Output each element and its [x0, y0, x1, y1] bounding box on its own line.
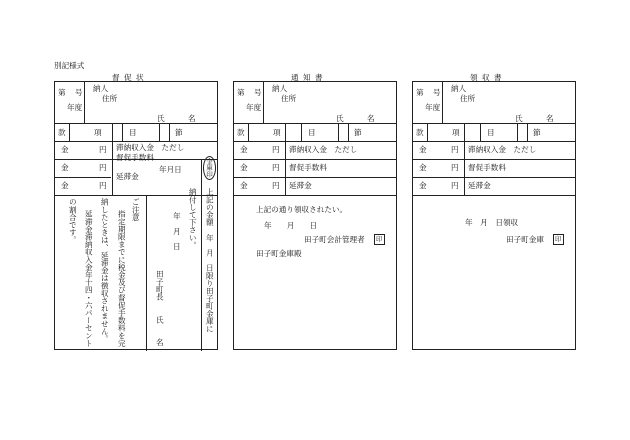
mayor-signature: 田子町長 氏 名	[155, 270, 165, 346]
receipt-seal: 印	[555, 235, 562, 243]
amount-en-2: 円	[99, 163, 107, 172]
setsu-label: 節	[354, 128, 362, 137]
name-label-1: 氏	[157, 114, 165, 123]
name-label-1: 氏	[515, 114, 523, 123]
kan-label: 款	[416, 128, 424, 137]
payment-notice-2: 納付して下さい。	[188, 188, 198, 249]
no-label: 第	[416, 88, 424, 97]
amount-kin-2: 金	[240, 163, 248, 172]
address-label: 住所	[281, 94, 297, 103]
amount-kin-1: 金	[61, 145, 69, 154]
no-suffix: 号	[433, 88, 441, 97]
kan-label: 款	[237, 128, 245, 137]
late-fee-label: 延滞金	[289, 181, 312, 190]
no-suffix: 号	[254, 88, 262, 97]
late-fee-label: 延滞金	[468, 181, 491, 190]
form2-title: 通 知 書	[291, 73, 324, 82]
name-label-2: 名	[188, 114, 196, 123]
amount-en-1: 円	[451, 145, 459, 154]
treasury-seal: 金庫印	[203, 156, 216, 180]
caution-line-3: 延滞金滞納収入金年十四・六パーセント	[84, 210, 94, 347]
caution-line-4: の割合です。	[68, 198, 78, 244]
form3-title: 領 収 書	[470, 73, 503, 82]
issue-date: 年月日	[159, 165, 182, 174]
form1-dunning-notice	[54, 81, 218, 350]
payer-label: 納人	[272, 84, 288, 93]
received-text: 上記の通り領収されたい。	[256, 205, 348, 214]
caution-line-1: 指定期限までに税金及び督促手数料を完	[117, 210, 127, 347]
amount-kin-2: 金	[61, 163, 69, 172]
no-label: 第	[237, 88, 245, 97]
fee-label: 督促手数料	[116, 153, 154, 162]
amount-kin-1: 金	[419, 145, 427, 154]
notice-date: 年 月 日	[172, 212, 182, 250]
treasury-bank: 田子町金庫	[506, 235, 544, 244]
caution-title: ご注意	[131, 198, 141, 221]
accounting-manager: 田子町会計管理者	[304, 235, 365, 244]
fiscal-year-label: 年度	[67, 103, 83, 112]
form3-receipt	[412, 81, 576, 350]
payer-label: 納人	[451, 84, 467, 93]
amount-en-2: 円	[451, 163, 459, 172]
form1-title: 督 促 状	[112, 73, 145, 82]
setsu-label: 節	[533, 128, 541, 137]
late-fee-label: 延滞金	[116, 172, 139, 181]
name-label-2: 名	[546, 114, 554, 123]
tax-due-label: 滞納収入金 ただし	[289, 145, 358, 154]
amount-kin-1: 金	[240, 145, 248, 154]
addressee: 田子町金庫殿	[256, 249, 302, 258]
amount-en-3: 円	[272, 181, 280, 190]
payment-notice-1: 上記の金額 年 月 日限り田子町金庫に	[205, 188, 215, 333]
amount-kin-3: 金	[240, 181, 248, 190]
kan-label: 款	[58, 128, 66, 137]
fee-label: 督促手数料	[468, 163, 506, 172]
setsu-label: 節	[175, 128, 183, 137]
moku-label: 目	[129, 128, 137, 137]
receipt-date: 年 月 日領収	[465, 218, 519, 227]
caution-line-2: 納したときは、延滞金は徴収されません。	[100, 198, 110, 343]
no-label: 第	[58, 88, 66, 97]
amount-kin-2: 金	[419, 163, 427, 172]
amount-en-3: 円	[451, 181, 459, 190]
amount-kin-3: 金	[61, 181, 69, 190]
amount-en-3: 円	[99, 181, 107, 190]
tax-due-label: 滞納収入金 ただし	[116, 143, 185, 152]
payer-label: 納人	[93, 84, 109, 93]
address-label: 住所	[102, 94, 118, 103]
fiscal-year-label: 年度	[246, 103, 262, 112]
name-label-1: 氏	[336, 114, 344, 123]
fiscal-year-label: 年度	[425, 103, 441, 112]
moku-label: 目	[487, 128, 495, 137]
notice-date: 年 月 日	[264, 221, 318, 230]
amount-en-1: 円	[272, 145, 280, 154]
amount-en-1: 円	[99, 145, 107, 154]
kou-label: 項	[273, 128, 281, 137]
manager-seal: 印	[376, 235, 383, 243]
address-label: 住所	[460, 94, 476, 103]
fee-label: 督促手数料	[289, 163, 327, 172]
kou-label: 項	[94, 128, 102, 137]
form2-notification	[233, 81, 397, 350]
moku-label: 目	[308, 128, 316, 137]
no-suffix: 号	[75, 88, 83, 97]
kou-label: 項	[452, 128, 460, 137]
amount-en-2: 円	[272, 163, 280, 172]
tax-due-label: 滞納収入金 ただし	[468, 145, 537, 154]
name-label-2: 名	[367, 114, 375, 123]
amount-kin-3: 金	[419, 181, 427, 190]
appendix-label: 別記様式	[54, 61, 85, 70]
